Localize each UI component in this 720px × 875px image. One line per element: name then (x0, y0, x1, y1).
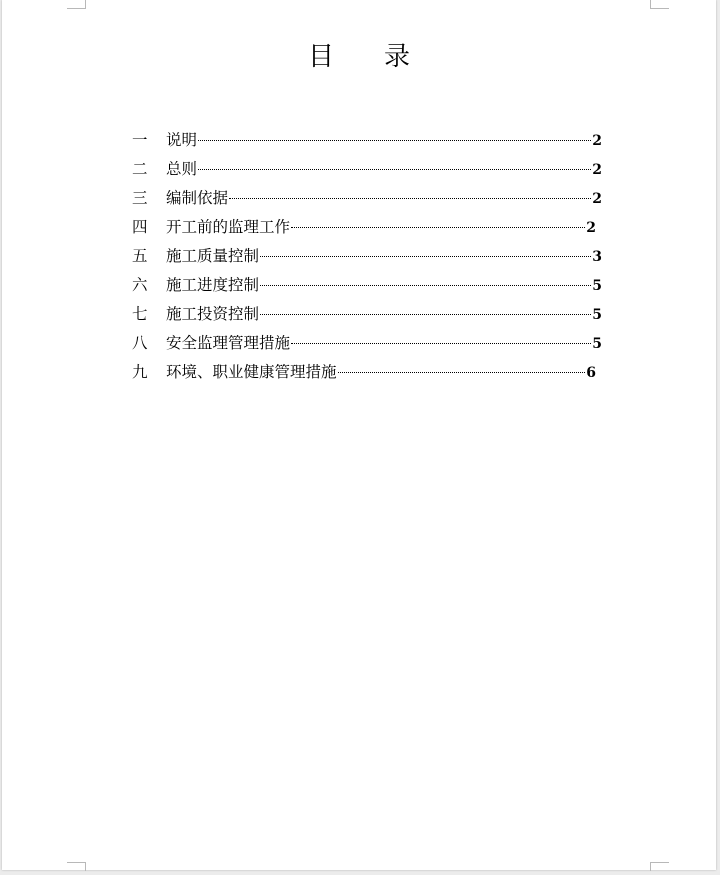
toc-entry-page: 3 (592, 249, 602, 265)
toc-entry-page: 6 (586, 365, 596, 381)
toc-entry[interactable] (132, 244, 602, 273)
toc-entry-number: 一 (132, 131, 148, 149)
toc-entry-label: 说明 (166, 131, 198, 149)
toc-entry-number: 五 (132, 247, 148, 265)
crop-mark-top-right (650, 0, 669, 9)
toc-dot-leader (198, 140, 591, 141)
toc-dot-leader (338, 372, 585, 373)
toc-entry-number: 八 (132, 334, 148, 352)
toc-entry-label: 环境、职业健康管理措施 (166, 363, 337, 381)
toc-entry-page: 2 (586, 220, 596, 236)
toc-entry-page: 5 (592, 336, 602, 352)
title-char-2: 录 (384, 42, 411, 72)
toc-entry-number: 三 (132, 189, 148, 207)
toc-entry-label: 施工质量控制 (166, 247, 260, 265)
crop-mark-top-left (67, 0, 86, 9)
toc-entry[interactable] (132, 186, 602, 215)
toc-entry-number: 九 (132, 363, 148, 381)
toc-entry[interactable] (132, 128, 602, 157)
toc-entry-number: 二 (132, 160, 148, 178)
document-page (2, 0, 716, 870)
toc-dot-leader (260, 314, 591, 315)
toc-entry[interactable] (132, 360, 602, 389)
crop-mark-bottom-left (67, 862, 86, 871)
toc-entry-page: 5 (592, 307, 602, 323)
toc-entry-page: 5 (592, 278, 602, 294)
toc-entry-page: 2 (592, 191, 602, 207)
toc-entry[interactable] (132, 331, 602, 360)
toc-entry-page: 2 (592, 162, 602, 178)
page-title (2, 36, 716, 73)
title-char-1: 目 (307, 42, 334, 72)
toc-entry-label: 总则 (166, 160, 198, 178)
toc-entry[interactable] (132, 215, 602, 244)
crop-mark-bottom-right (650, 862, 669, 871)
toc-entry-number: 六 (132, 276, 148, 294)
table-of-contents (132, 128, 602, 389)
toc-entry-number: 七 (132, 305, 148, 323)
toc-entry[interactable] (132, 157, 602, 186)
toc-entry[interactable] (132, 302, 602, 331)
toc-entry-label: 施工进度控制 (166, 276, 260, 294)
toc-dot-leader (229, 198, 591, 199)
toc-dot-leader (291, 227, 585, 228)
toc-dot-leader (260, 285, 591, 286)
toc-dot-leader (198, 169, 591, 170)
toc-entry-label: 编制依据 (166, 189, 229, 207)
toc-dot-leader (291, 343, 591, 344)
toc-entry-label: 安全监理管理措施 (166, 334, 291, 352)
toc-entry-page: 2 (592, 133, 602, 149)
toc-entry[interactable] (132, 273, 602, 302)
toc-entry-label: 开工前的监理工作 (166, 218, 291, 236)
toc-dot-leader (260, 256, 591, 257)
toc-entry-label: 施工投资控制 (166, 305, 260, 323)
toc-entry-number: 四 (132, 218, 148, 236)
